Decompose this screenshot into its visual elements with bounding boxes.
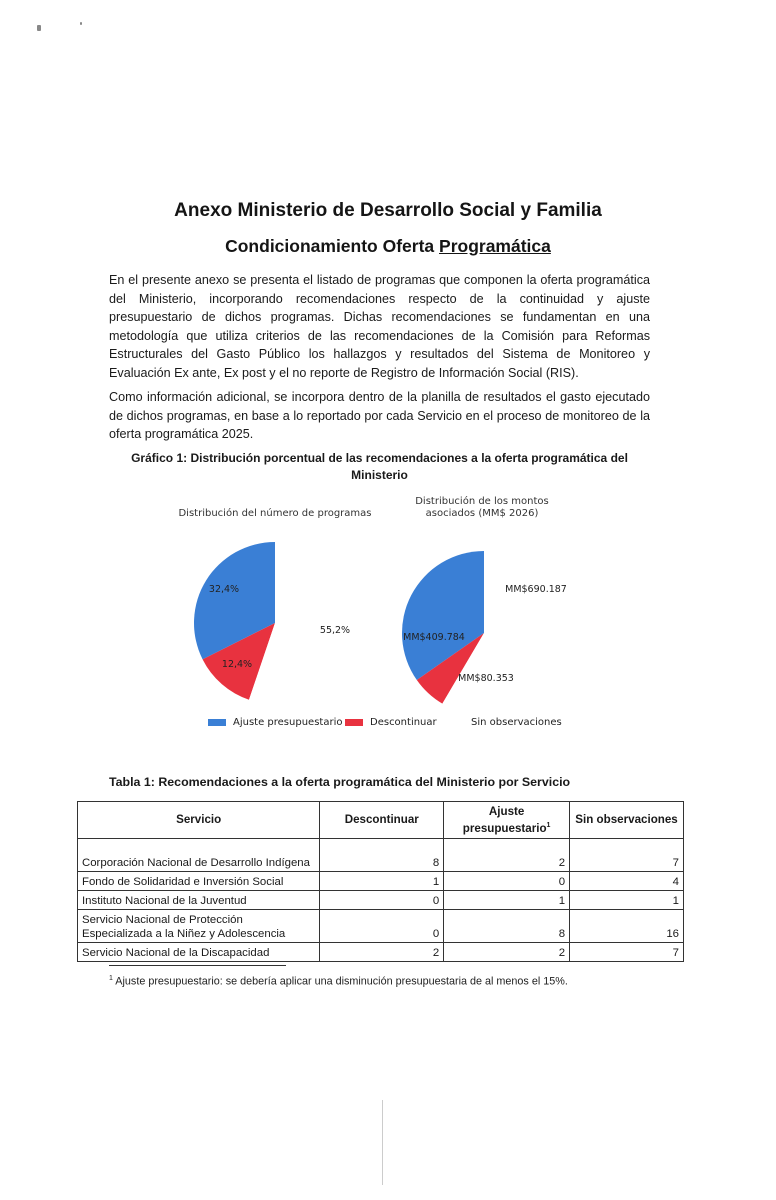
cell-servicio: Servicio Nacional de la Discapacidad	[78, 943, 320, 962]
services-table	[77, 801, 684, 962]
footnote-ref: 1	[546, 821, 551, 829]
header-ajuste-text: Ajuste presupuestario	[462, 804, 547, 835]
pie1-title: Distribución del número de programas	[178, 508, 372, 519]
pie-data-label: MM$80.353	[458, 673, 514, 684]
cell-servicio: Servicio Nacional de Protección Especializada a la Niñez y Adolescencia	[78, 910, 320, 943]
legend-item-ajuste	[208, 717, 342, 728]
cell-sin-observaciones: 1	[570, 891, 684, 910]
cell-descontinuar: 1	[320, 872, 444, 891]
footnote-text: Ajuste presupuestario: se debería aplicar una disminución presupuestaria de al menos el 15%.	[112, 975, 568, 988]
cell-ajuste: 1	[444, 891, 570, 910]
legend-swatch	[208, 719, 226, 726]
table-row	[78, 839, 684, 872]
pie-data-label: MM$409.784	[403, 632, 465, 643]
cell-servicio: Corporación Nacional de Desarrollo Indígena	[78, 839, 320, 872]
pie-chart-amounts	[402, 551, 567, 715]
header-servicio: Servicio	[78, 802, 320, 839]
pie2-title-line: Distribución de los montos	[415, 496, 549, 507]
cell-servicio: Instituto Nacional de la Juventud	[78, 891, 320, 910]
cell-ajuste: 0	[444, 872, 570, 891]
subtitle-main: Condicionamiento Oferta	[225, 236, 440, 256]
cell-descontinuar: 8	[320, 839, 444, 872]
legend-item-descontinuar	[345, 717, 437, 728]
header-ajuste	[444, 802, 570, 839]
table-caption: Tabla 1: Recomendaciones a la oferta programática del Ministerio por Servicio	[109, 775, 571, 789]
cell-sin-observaciones: 7	[570, 839, 684, 872]
cell-descontinuar: 0	[320, 891, 444, 910]
legend-label: Descontinuar	[370, 717, 437, 728]
document-title: Anexo Ministerio de Desarrollo Social y Familia	[174, 200, 602, 221]
cell-sin-observaciones: 16	[570, 910, 684, 943]
legend-label: Ajuste presupuestario	[233, 717, 343, 728]
cell-sin-observaciones: 4	[570, 872, 684, 891]
table-row	[78, 943, 684, 962]
cell-ajuste: 2	[444, 943, 570, 962]
footnote	[109, 975, 568, 988]
legend-swatch	[345, 719, 363, 726]
footnote-divider	[109, 965, 286, 966]
table-row	[78, 910, 684, 943]
pie-data-label: 32,4%	[208, 584, 240, 595]
pie-chart-programs	[194, 542, 356, 704]
footnote-marker: 1	[109, 975, 113, 982]
table-header-row	[78, 802, 684, 839]
cell-descontinuar: 2	[320, 943, 444, 962]
cell-descontinuar: 0	[320, 910, 444, 943]
table-row	[78, 891, 684, 910]
pie-data-label: 12,4%	[221, 659, 253, 670]
cell-ajuste: 8	[444, 910, 570, 943]
table-row	[78, 872, 684, 891]
info-paragraph: Como información adicional, se incorpora dentro de la planilla de resultados el gasto ejecutado de dichos programas, en base a lo reportado por cada Servicio en el proceso de monitoreo de la oferta programática 2025.	[109, 390, 650, 441]
figure-caption: Gráfico 1: Distribución porcentual de las recomendaciones a la oferta programática del Ministerio	[131, 451, 628, 482]
scan-mark	[382, 1100, 383, 1185]
cell-sin-observaciones: 7	[570, 943, 684, 962]
header-descontinuar: Descontinuar	[320, 802, 444, 839]
intro-paragraph: En el presente anexo se presenta el listado de programas que componen la oferta programática del Ministerio, incorporando recomendaciones respecto de la continuidad y ajuste presupuestario de dichos programas. Dichas recomendaciones se fundamentan en una metodología que utiliza criterios de las recomendaciones de la Comisión para Reformas Estructurales del Gasto Público los hallazgos y resultados del Sistema de Monitoreo y Evaluación Ex ante, Ex post y el no reporte de Registro de Información Social (RIS).	[109, 273, 650, 380]
header-sin-observaciones: Sin observaciones	[570, 802, 684, 839]
legend-label: Sin observaciones	[471, 717, 562, 728]
legend-item-sin-observaciones	[471, 717, 562, 728]
pie-data-label: MM$690.187	[505, 584, 567, 595]
subtitle-underlined: Programática	[439, 236, 551, 256]
cell-servicio: Fondo de Solidaridad e Inversión Social	[78, 872, 320, 891]
pie-data-label: 55,2%	[319, 625, 351, 636]
cell-ajuste: 2	[444, 839, 570, 872]
pie2-title-line: asociados (MM$ 2026)	[425, 508, 539, 519]
